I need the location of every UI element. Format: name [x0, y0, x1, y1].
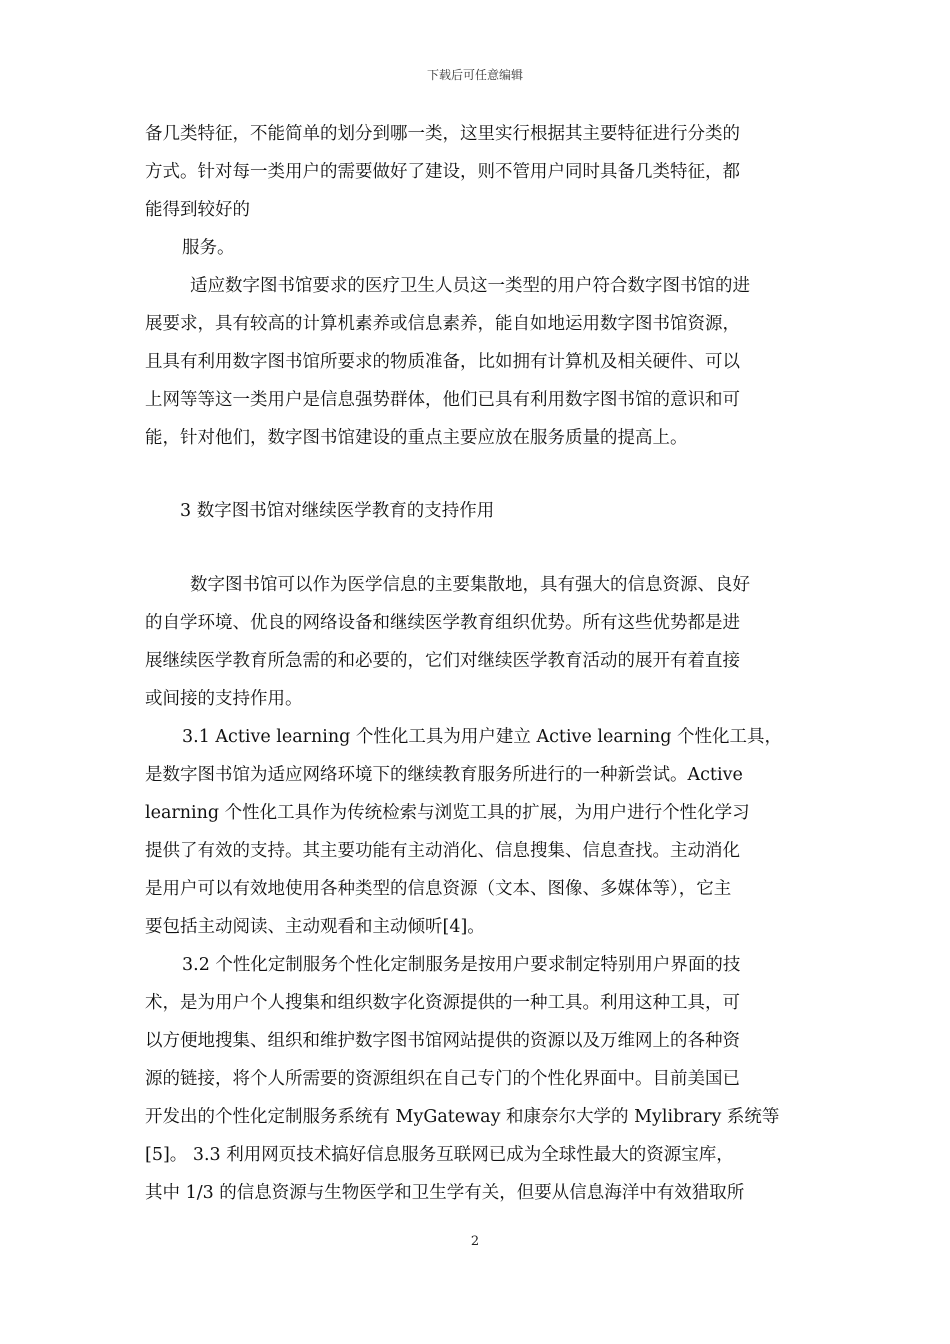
body-line: 3.2 个性化定制服务个性化定制服务是按用户要求制定特别用户界面的技 [182, 955, 741, 975]
body-line: [5]。 3.3 利用网页技术搞好信息服务互联网已成为全球性最大的资源宝库， [145, 1145, 734, 1165]
body-line: 术，是为用户个人搜集和组织数字化资源提供的一种工具。利用这种工具，可 [145, 993, 740, 1013]
body-line: 要包括主动阅读、主动观看和主动倾听[4]。 [145, 917, 485, 937]
body-line: 备几类特征，不能简单的划分到哪一类，这里实行根据其主要特征进行分类的 [145, 124, 740, 144]
body-line: 展要求，具有较高的计算机素养或信息素养，能自如地运用数字图书馆资源， [145, 314, 740, 334]
body-line: 3.1 Active learning 个性化工具为用户建立 Active learning 个性化工具， [182, 727, 783, 747]
page-number: 2 [470, 1234, 480, 1249]
body-line: 其中 1/3 的信息资源与生物医学和卫生学有关，但要从信息海洋中有效猎取所 [145, 1183, 745, 1203]
body-line: 方式。针对每一类用户的需要做好了建设，则不管用户同时具备几类特征，都 [145, 162, 740, 182]
body-line: 的自学环境、优良的网络设备和继续医学教育组织优势。所有这些优势都是进 [145, 613, 740, 633]
body-line: 源的链接，将个人所需要的资源组织在自己专门的个性化界面中。目前美国已 [145, 1069, 740, 1089]
section-heading: 3 数字图书馆对继续医学教育的支持作用 [180, 501, 495, 521]
body-line: 开发出的个性化定制服务系统有 MyGateway 和康奈尔大学的 Mylibrary 系统等 [145, 1107, 780, 1127]
body-line: 是用户可以有效地使用各种类型的信息资源（文本、图像、多媒体等），它主 [145, 879, 732, 899]
body-line: 服务。 [182, 238, 235, 258]
page-header: 下载后可任意编辑 [426, 68, 523, 82]
body-line: 适应数字图书馆要求的医疗卫生人员这一类型的用户符合数字图书馆的进 [190, 276, 750, 296]
body-line: 或间接的支持作用。 [145, 689, 303, 709]
body-line: 提供了有效的支持。其主要功能有主动消化、信息搜集、信息查找。主动消化 [145, 841, 740, 861]
body-line: 展继续医学教育所急需的和必要的，它们对继续医学教育活动的展开有着直接 [145, 651, 740, 671]
body-line: 上网等等这一类用户是信息强势群体，他们已具有利用数字图书馆的意识和可 [145, 390, 740, 410]
body-line: 数字图书馆可以作为医学信息的主要集散地，具有强大的信息资源、良好 [190, 575, 750, 595]
body-line: learning 个性化工具作为传统检索与浏览工具的扩展，为用户进行个性化学习 [145, 803, 750, 823]
body-line: 能得到较好的 [145, 200, 250, 220]
body-line: 以方便地搜集、组织和维护数字图书馆网站提供的资源以及万维网上的各种资 [145, 1031, 740, 1051]
body-line: 能，针对他们，数字图书馆建设的重点主要应放在服务质量的提高上。 [145, 428, 688, 448]
body-line: 是数字图书馆为适应网络环境下的继续教育服务所进行的一种新尝试。Active [145, 765, 743, 785]
body-line: 且具有利用数字图书馆所要求的物质准备，比如拥有计算机及相关硬件、可以 [145, 352, 740, 372]
